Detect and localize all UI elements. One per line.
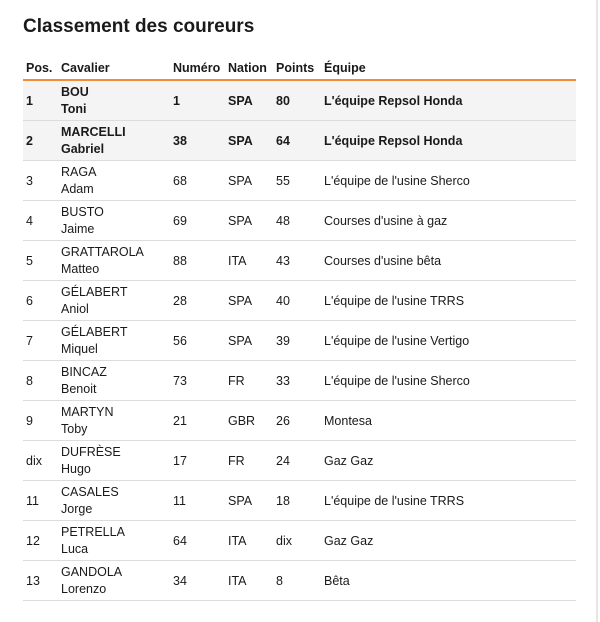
rider-last-name: DUFRÈSE	[61, 444, 121, 459]
cell-pos: 1	[23, 80, 58, 121]
cell-rider	[58, 321, 170, 361]
rider-first-name: Miquel	[61, 341, 98, 356]
cell-points: 43	[273, 241, 321, 281]
cell-team: Gaz Gaz	[321, 521, 576, 561]
cell-number: 1	[170, 80, 225, 121]
rider-last-name: GANDOLA	[61, 564, 123, 579]
header-nation: Nation	[225, 56, 273, 80]
cell-points: 33	[273, 361, 321, 401]
cell-pos: 9	[23, 401, 58, 441]
cell-rider	[58, 521, 170, 561]
cell-team: L'équipe de l'usine Sherco	[321, 361, 576, 401]
rider-first-name: Luca	[61, 541, 89, 556]
rider-first-name: Jorge	[61, 501, 93, 516]
header-points: Points	[273, 56, 321, 80]
cell-pos: 4	[23, 201, 58, 241]
cell-nation: ITA	[225, 521, 273, 561]
rider-last-name: PETRELLA	[61, 524, 125, 539]
table-row	[23, 441, 576, 481]
cell-team: L'équipe de l'usine TRRS	[321, 481, 576, 521]
cell-pos: 7	[23, 321, 58, 361]
cell-number: 34	[170, 561, 225, 601]
cell-nation: SPA	[225, 481, 273, 521]
table-row	[23, 481, 576, 521]
table-row	[23, 561, 576, 601]
rider-first-name: Jaime	[61, 221, 95, 236]
cell-nation: SPA	[225, 321, 273, 361]
cell-rider	[58, 121, 170, 161]
cell-rider	[58, 201, 170, 241]
rider-first-name: Gabriel	[61, 141, 105, 156]
table-row	[23, 80, 576, 121]
header-row	[23, 56, 576, 80]
rider-first-name: Hugo	[61, 461, 91, 476]
rider-last-name: BINCAZ	[61, 364, 107, 379]
rider-first-name: Adam	[61, 181, 94, 196]
cell-team: L'équipe Repsol Honda	[321, 80, 576, 121]
table-row	[23, 281, 576, 321]
cell-team: Courses d'usine bêta	[321, 241, 576, 281]
cell-rider	[58, 441, 170, 481]
rider-first-name: Aniol	[61, 301, 89, 316]
table-header	[23, 56, 576, 80]
cell-rider	[58, 561, 170, 601]
cell-number: 64	[170, 521, 225, 561]
cell-pos: 6	[23, 281, 58, 321]
cell-points: 8	[273, 561, 321, 601]
rider-first-name: Toby	[61, 421, 88, 436]
table-row	[23, 241, 576, 281]
table-row	[23, 121, 576, 161]
cell-team: Gaz Gaz	[321, 441, 576, 481]
cell-number: 88	[170, 241, 225, 281]
cell-nation: SPA	[225, 201, 273, 241]
header-rider: Cavalier	[58, 56, 170, 80]
cell-nation: SPA	[225, 281, 273, 321]
cell-nation: SPA	[225, 161, 273, 201]
rider-last-name: MARCELLI	[61, 124, 126, 139]
standings-table	[23, 56, 576, 601]
cell-rider	[58, 281, 170, 321]
cell-pos: 5	[23, 241, 58, 281]
page-title: Classement des coureurs	[23, 16, 255, 37]
cell-points: 48	[273, 201, 321, 241]
header-number: Numéro	[170, 56, 225, 80]
cell-nation: SPA	[225, 80, 273, 121]
cell-rider	[58, 80, 170, 121]
cell-nation: FR	[225, 361, 273, 401]
rider-last-name: GÉLABERT	[61, 324, 128, 339]
cell-number: 11	[170, 481, 225, 521]
cell-team: L'équipe de l'usine Vertigo	[321, 321, 576, 361]
header-team: Équipe	[321, 56, 576, 80]
cell-number: 68	[170, 161, 225, 201]
rider-first-name: Toni	[61, 101, 87, 116]
cell-points: 55	[273, 161, 321, 201]
cell-nation: SPA	[225, 121, 273, 161]
cell-number: 69	[170, 201, 225, 241]
cell-points: 18	[273, 481, 321, 521]
cell-number: 73	[170, 361, 225, 401]
cell-number: 28	[170, 281, 225, 321]
rider-last-name: GRATTAROLA	[61, 244, 144, 259]
cell-pos: 3	[23, 161, 58, 201]
cell-team: Bêta	[321, 561, 576, 601]
table-row	[23, 161, 576, 201]
cell-rider	[58, 361, 170, 401]
cell-team: L'équipe de l'usine TRRS	[321, 281, 576, 321]
table-body	[23, 80, 576, 601]
cell-nation: GBR	[225, 401, 273, 441]
cell-points: 26	[273, 401, 321, 441]
cell-number: 56	[170, 321, 225, 361]
rider-last-name: GÉLABERT	[61, 284, 128, 299]
cell-nation: FR	[225, 441, 273, 481]
table-row	[23, 361, 576, 401]
cell-team: Courses d'usine à gaz	[321, 201, 576, 241]
cell-points: 40	[273, 281, 321, 321]
cell-points: 24	[273, 441, 321, 481]
cell-number: 21	[170, 401, 225, 441]
cell-pos: 11	[23, 481, 58, 521]
cell-rider	[58, 161, 170, 201]
cell-points: dix	[273, 521, 321, 561]
rider-first-name: Benoit	[61, 381, 97, 396]
cell-points: 39	[273, 321, 321, 361]
table-row	[23, 401, 576, 441]
cell-team: Montesa	[321, 401, 576, 441]
cell-team: L'équipe Repsol Honda	[321, 121, 576, 161]
rider-last-name: CASALES	[61, 484, 119, 499]
cell-points: 80	[273, 80, 321, 121]
rider-last-name: BUSTO	[61, 204, 104, 219]
cell-rider	[58, 481, 170, 521]
cell-pos: 2	[23, 121, 58, 161]
rider-last-name: MARTYN	[61, 404, 114, 419]
cell-nation: ITA	[225, 561, 273, 601]
cell-number: 17	[170, 441, 225, 481]
header-pos: Pos.	[23, 56, 58, 80]
cell-rider	[58, 401, 170, 441]
table-row	[23, 521, 576, 561]
cell-pos: 13	[23, 561, 58, 601]
rider-last-name: RAGA	[61, 164, 97, 179]
rider-first-name: Lorenzo	[61, 581, 107, 596]
cell-nation: ITA	[225, 241, 273, 281]
table-row	[23, 201, 576, 241]
cell-number: 38	[170, 121, 225, 161]
cell-team: L'équipe de l'usine Sherco	[321, 161, 576, 201]
cell-pos: 8	[23, 361, 58, 401]
cell-pos: 12	[23, 521, 58, 561]
cell-points: 64	[273, 121, 321, 161]
cell-rider	[58, 241, 170, 281]
table-row	[23, 321, 576, 361]
rider-last-name: BOU	[61, 84, 89, 99]
cell-pos: dix	[23, 441, 58, 481]
rider-first-name: Matteo	[61, 261, 100, 276]
